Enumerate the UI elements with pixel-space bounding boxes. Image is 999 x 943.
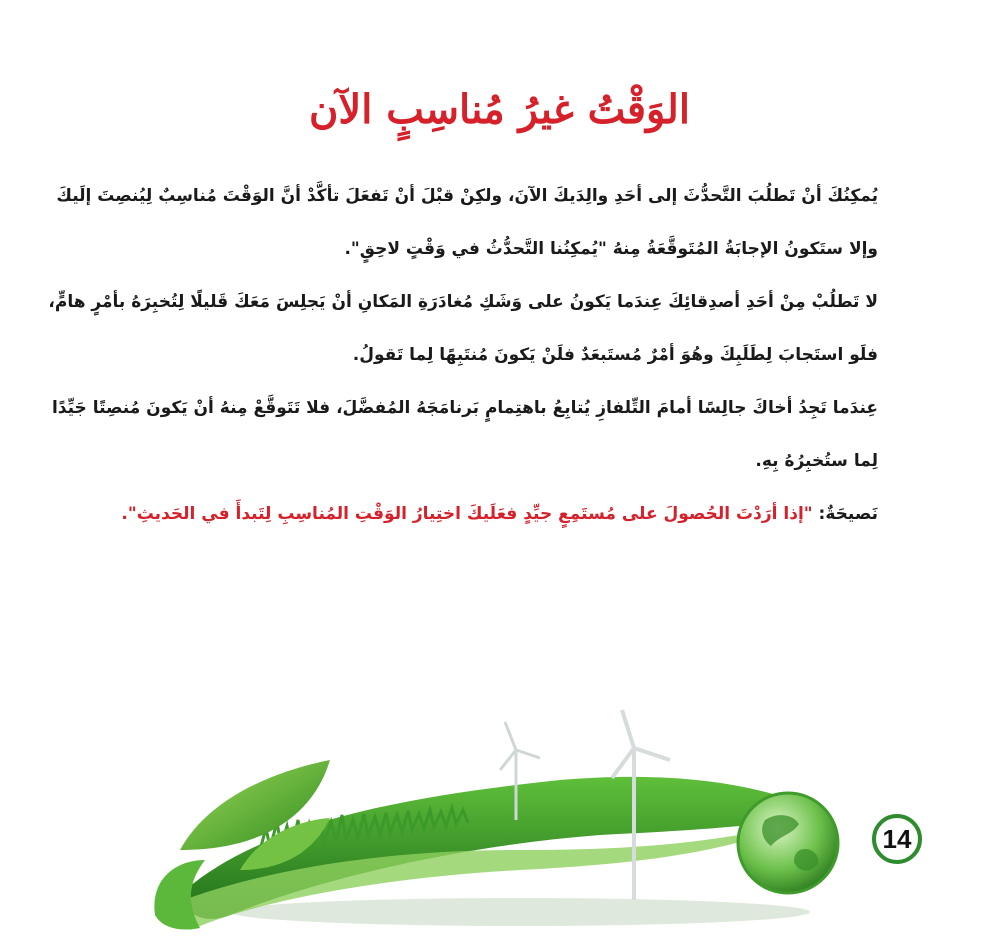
ground-shadow	[230, 898, 810, 926]
body-text	[48, 170, 878, 541]
advice-quote: "إذا أرَدْتَ الحُصولَ على مُستَمِعٍ جيِّدٍ فعَلَيكَ اختِيارُ الوَقْتِ المُناسِبِ لِتَبدأَ في الحَديثِ".	[121, 504, 813, 524]
nature-illustration	[0, 700, 999, 943]
paragraph-1-line-1: يُمكِنُكَ أنْ تَطلُبَ التَّحدُّثَ إلى أحَدِ والِدَيكَ الآنَ، ولكِنْ قبْلَ أنْ تَفعَلَ تأكَّدْ أنَّ الوَقْتَ مُناسِبٌ لِيُنصِتَ إلَيكَ	[56, 186, 878, 206]
earth-globe	[738, 793, 838, 893]
paragraph-3-line-1: عِندَما تَجِدُ أخاكَ جالِسًا أمامَ التِّلفازِ يُتابِعُ باهتِمامٍ بَرنامَجَهُ المُفضَّلَ، فلا تَتَوقَّعْ مِنهُ أنْ يَكونَ مُنصِتًا جَيِّدًا	[51, 398, 878, 418]
paragraph-2-line-1: لا تَطلُبْ مِنْ أحَدِ أصدِقائِكَ عِندَما يَكونُ على وَشَكِ مُغادَرَةِ المَكانِ أنْ يَجلِسَ مَعَكَ قَليلًا لِتُخبِرَهُ بأمْرٍ هامٍّ،	[48, 292, 878, 312]
paragraph-2-line-2: فلَو استَجابَ لِطَلَبِكَ وهُوَ أمْرٌ مُستَبعَدٌ فلَنْ يَكونَ مُنتَبِهًا لِما تَقولُ.	[352, 345, 878, 365]
page-title: الوَقْتُ غيرُ مُناسِبٍ الآن	[309, 86, 690, 133]
advice-label: نَصيحَةٌ:	[812, 504, 878, 524]
paragraph-3-line-2: لِما ستُخبِرُهُ بِهِ.	[755, 451, 878, 471]
paragraph-1-line-2: وإلا ستَكونُ الإجابَةُ المُتَوقَّعَةُ مِنهُ "يُمكِنُنا التَّحدُّثُ في وَقْتٍ لاحِقٍ".	[344, 239, 878, 259]
page-number: 14	[872, 814, 922, 864]
advice-line	[121, 488, 878, 541]
